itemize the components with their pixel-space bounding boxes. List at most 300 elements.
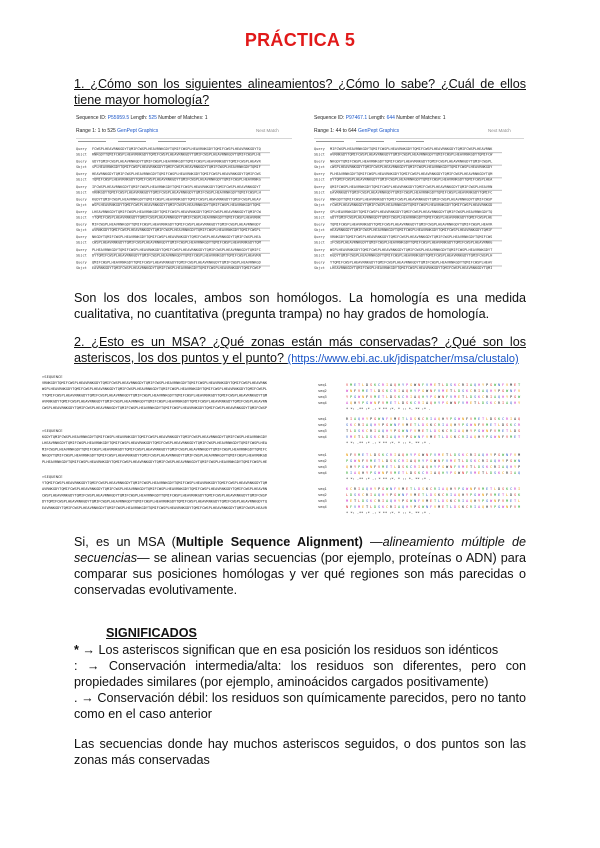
svg-text:F: F [350, 505, 353, 509]
svg-text:Y: Y [454, 487, 457, 491]
svg-text:Q: Q [458, 493, 461, 497]
svg-text:W: W [514, 459, 517, 463]
svg-text:T: T [462, 395, 465, 399]
svg-text:R: R [390, 453, 393, 457]
svg-text:H: H [490, 389, 493, 393]
svg-text:Y: Y [446, 417, 449, 421]
svg-text:R: R [378, 499, 381, 503]
svg-text:NKGDYTQMIFCWSPLHEAVRNKGDYTQMIF: NKGDYTQMIFCWSPLHEAVRNKGDYTQMIFCWSPLHEAVRNKGDYTQMIFCWSPLHEAVRNKGDYTQMIFCWSPL [330, 159, 493, 164]
svg-text:G: G [430, 459, 433, 463]
conclusion: Las secuencias donde hay muchos asteriscos seguidos, o dos puntos son las zonas más conservadas [74, 737, 526, 767]
svg-text:PLHEAVRNKGDYTQMIFCWSPLHEAVRNKG: PLHEAVRNKGDYTQMIFCWSPLHEAVRNKGDYTQMIFCWSPLHEAVRNKGDYTQMIFCWSPLHEAVRNKGDYTQMIFC [92, 247, 261, 252]
svg-text:W: W [458, 417, 461, 421]
svg-text:S: S [506, 423, 509, 427]
msa-screenshot-right [316, 376, 526, 516]
svg-text:Sbjct: Sbjct [314, 152, 325, 157]
svg-text:T: T [514, 499, 517, 503]
svg-text:D: D [502, 423, 505, 427]
svg-text:N: N [474, 423, 477, 427]
svg-text:Query: Query [314, 222, 325, 227]
svg-text:S: S [378, 505, 381, 509]
svg-text:T: T [370, 389, 373, 393]
svg-text:H: H [514, 401, 517, 405]
svg-text:H: H [478, 435, 481, 439]
svg-text:C: C [442, 493, 445, 497]
svg-text:F: F [362, 459, 365, 463]
svg-text:H: H [486, 505, 489, 509]
svg-text:Query: Query [314, 172, 325, 177]
svg-text:V: V [426, 383, 429, 387]
svg-text:A: A [490, 459, 493, 463]
svg-text:Y: Y [414, 389, 417, 393]
svg-text:C: C [378, 435, 381, 439]
svg-text:M: M [374, 395, 377, 399]
svg-text:A: A [354, 417, 357, 421]
svg-text:H: H [474, 499, 477, 503]
svg-text:V: V [482, 423, 485, 427]
svg-text:E: E [442, 453, 445, 457]
svg-text:V: V [470, 417, 473, 421]
svg-text:W: W [458, 471, 461, 475]
svg-text:FCWSPLHEAVRNKGDYTQMIFCWSPLHEAV: FCWSPLHEAVRNKGDYTQMIFCWSPLHEAVRNKGDYTQMIFCWSPLHEAVRNKGDYTQMIFCWSPLHEAVRNKGDYTQ [92, 147, 261, 151]
svg-text:C: C [362, 493, 365, 497]
svg-text:E: E [430, 499, 433, 503]
svg-text:F: F [466, 417, 469, 421]
svg-text:Q: Q [394, 383, 397, 387]
svg-text:Query: Query [314, 260, 325, 265]
svg-text:L: L [358, 499, 361, 503]
svg-text:Query: Query [314, 247, 325, 252]
svg-text:C: C [490, 465, 493, 469]
svg-text:Q: Q [418, 395, 421, 399]
svg-text:E: E [418, 493, 421, 497]
svg-text:V: V [462, 401, 465, 405]
svg-text:P: P [406, 435, 409, 439]
svg-text:Y: Y [458, 423, 461, 427]
svg-text:W: W [378, 471, 381, 475]
svg-text:M: M [370, 459, 373, 463]
svg-text:F: F [394, 487, 397, 491]
svg-text:A: A [422, 465, 425, 469]
svg-text:W: W [426, 389, 429, 393]
svg-text:I: I [502, 401, 505, 405]
svg-text:Sbjct: Sbjct [76, 190, 87, 195]
svg-text:Y: Y [470, 429, 473, 433]
svg-text:A: A [514, 417, 517, 421]
svg-text:Sbjct: Sbjct [314, 215, 325, 220]
svg-text:L: L [394, 465, 397, 469]
svg-text:G: G [454, 471, 457, 475]
svg-text:V: V [398, 487, 401, 491]
svg-text:I: I [438, 487, 441, 491]
svg-text:W: W [466, 487, 469, 491]
svg-text:P: P [382, 423, 385, 427]
svg-text:F: F [474, 487, 477, 491]
svg-text:T: T [426, 429, 429, 433]
svg-text:I: I [462, 499, 465, 503]
svg-text:V: V [422, 499, 425, 503]
svg-text:E: E [434, 383, 437, 387]
svg-text:P: P [518, 465, 521, 469]
svg-text:AVRNKGDYTQMIFCWSPLHEAVRNKGDYTQ: AVRNKGDYTQMIFCWSPLHEAVRNKGDYTQMIFCWSPLHEAVRNKGDYTQMIFCWSPLHEAVRNKGDYTQMIFCWSPL [92, 228, 261, 233]
svg-text:T: T [518, 383, 521, 387]
svg-text:CWSPLHEAVRNKGDYTQMIFCWSPLHEAVR: CWSPLHEAVRNKGDYTQMIFCWSPLHEAVRNKGDYTQMIFCWSPLHEAVRNKGDYTQMIFCWSPLHEAVRNKGDYTQMIFCWSPLHEAVRNKGDYTQMIFCWSP [42, 405, 268, 410]
svg-text:L: L [478, 401, 481, 405]
svg-text:I: I [474, 505, 477, 509]
svg-text:seq1: seq1 [318, 383, 327, 387]
svg-text:LHEAVRNKGDYTQMIFCWSPLHEAVRNKGD: LHEAVRNKGDYTQMIFCWSPLHEAVRNKGDYTQMIFCWSPLHEAVRNKGDYTQMIFCWSPLHEAVRNKGDYTQMIFCWSPLHEAVRNKGDYTQMIFCWSPLHEA [42, 441, 268, 446]
svg-text:C: C [390, 389, 393, 393]
svg-text:F: F [430, 453, 433, 457]
svg-text:C: C [458, 435, 461, 439]
svg-text:D: D [454, 505, 457, 509]
svg-text:Q: Q [394, 435, 397, 439]
svg-text:L: L [506, 493, 509, 497]
svg-text:Q: Q [378, 493, 381, 497]
svg-text:C: C [410, 465, 413, 469]
svg-text:Y: Y [478, 499, 481, 503]
svg-text:N: N [498, 435, 501, 439]
svg-text:Q: Q [438, 417, 441, 421]
svg-text:T: T [502, 493, 505, 497]
svg-text:K: K [462, 505, 465, 509]
svg-text:C: C [350, 487, 353, 491]
svg-text:T: T [366, 453, 369, 457]
svg-text:K: K [454, 435, 457, 439]
svg-text:N: N [350, 389, 353, 393]
svg-text:N: N [510, 389, 513, 393]
svg-text:R: R [446, 493, 449, 497]
svg-text:F: F [406, 493, 409, 497]
svg-text:I: I [498, 465, 501, 469]
svg-text:W: W [422, 453, 425, 457]
svg-text:M: M [510, 435, 513, 439]
svg-text:S: S [438, 429, 441, 433]
svg-text:W: W [450, 401, 453, 405]
svg-text:Q: Q [402, 453, 405, 457]
svg-text:I: I [350, 417, 353, 421]
svg-text:K: K [406, 465, 409, 469]
svg-text:Q: Q [370, 423, 373, 427]
svg-text:S: S [474, 395, 477, 399]
svg-text:Y: Y [466, 493, 469, 497]
svg-text:PLHEAVRNKGDYTQMIFCWSPLHEAVRNKG: PLHEAVRNKGDYTQMIFCWSPLHEAVRNKGDYTQMIFCWSPLHEAVRNKGDYTQMIFCWSPLHEAVRNKGDYTQMIFCWSPLHEAVRNKGDYTQMIFCWSPLHE [42, 459, 268, 464]
svg-text:Query: Query [76, 159, 87, 164]
svg-text:W: W [490, 499, 493, 503]
svg-text:R: R [426, 471, 429, 475]
svg-text:Sbjct: Sbjct [314, 240, 325, 245]
svg-text:S: S [450, 435, 453, 439]
svg-text:E: E [386, 465, 389, 469]
svg-text:* *: .** :* .: * ** :*. * :: *: * *: .** :* .: * ** :*. * :: *. ** :* . [346, 511, 431, 515]
svg-text:A: A [398, 453, 401, 457]
svg-text:Y: Y [386, 493, 389, 497]
svg-text:V: V [506, 435, 509, 439]
svg-text:S: S [462, 389, 465, 393]
svg-text:T: T [506, 429, 509, 433]
svg-text:Y: Y [502, 459, 505, 463]
svg-text:M: M [438, 453, 441, 457]
svg-text:Query: Query [76, 247, 87, 252]
svg-text:D: D [386, 459, 389, 463]
svg-text:W: W [482, 429, 485, 433]
svg-text:Sbjct: Sbjct [314, 253, 325, 258]
svg-text:G: G [474, 493, 477, 497]
svg-text:H: H [394, 499, 397, 503]
svg-text:Sequence ID: P55959.5 Length:: Sequence ID: P55959.5 Length: 525 Number of Matches: 1 [76, 115, 208, 121]
svg-text:R: R [486, 395, 489, 399]
svg-text:P: P [390, 493, 393, 497]
svg-text:I: I [382, 499, 385, 503]
svg-text:Q: Q [462, 429, 465, 433]
svg-text:V: V [382, 401, 385, 405]
svg-text:C: C [414, 401, 417, 405]
svg-text:A: A [374, 493, 377, 497]
svg-text:F: F [410, 429, 413, 433]
svg-text:F: F [502, 435, 505, 439]
svg-text:V: V [434, 505, 437, 509]
svg-text:W: W [398, 493, 401, 497]
svg-text:C: C [374, 499, 377, 503]
svg-text:* *: .** :* .: * ** :*. * :: *: * *: .** :* .: * ** :*. * :: *. ** :* . [346, 477, 431, 481]
meaning-asterisk: * → Los asteriscos significan que en esa posición los residuos son idénticos [74, 643, 499, 657]
svg-text:R: R [470, 453, 473, 457]
svg-text:Q: Q [358, 417, 361, 421]
svg-text:D: D [458, 389, 461, 393]
svg-text:F: F [434, 389, 437, 393]
svg-text:M: M [402, 487, 405, 491]
svg-text:E: E [362, 505, 365, 509]
significados-heading: SIGNIFICADOS [106, 626, 197, 640]
svg-text:F: F [374, 465, 377, 469]
svg-text:L: L [370, 453, 373, 457]
alignment-screenshot-right [312, 110, 526, 280]
svg-text:R: R [390, 505, 393, 509]
svg-text:V: V [378, 465, 381, 469]
svg-text:T: T [346, 429, 349, 433]
svg-text:R: R [498, 401, 501, 405]
svg-text:E: E [398, 417, 401, 421]
svg-text:W: W [358, 395, 361, 399]
svg-text:H: H [434, 401, 437, 405]
svg-text:H: H [418, 459, 421, 463]
svg-text:M: M [358, 453, 361, 457]
svg-text:P: P [486, 383, 489, 387]
svg-text:G: G [434, 395, 437, 399]
svg-text:A: A [390, 435, 393, 439]
svg-text:Y: Y [366, 417, 369, 421]
svg-text:F: F [510, 453, 513, 457]
svg-text:Q: Q [358, 471, 361, 475]
svg-text:M: M [442, 389, 445, 393]
svg-text:M: M [450, 459, 453, 463]
svg-text:Next Match: Next Match [256, 128, 279, 133]
svg-text:G: G [514, 395, 517, 399]
svg-text:N: N [418, 435, 421, 439]
svg-text:seq1: seq1 [318, 453, 327, 457]
svg-text:N: N [494, 499, 497, 503]
svg-text:H: H [510, 465, 513, 469]
svg-text:P: P [350, 395, 353, 399]
svg-text:L: L [510, 429, 513, 433]
svg-text:R: R [506, 417, 509, 421]
svg-text:R: R [382, 435, 385, 439]
svg-text:Sbjct: Sbjct [76, 253, 87, 258]
svg-text:Y: Y [426, 395, 429, 399]
svg-text:Y: Y [358, 401, 361, 405]
svg-text:E: E [498, 493, 501, 497]
svg-text:C: C [466, 453, 469, 457]
svg-text:N: N [482, 493, 485, 497]
svg-text:H: H [410, 389, 413, 393]
svg-text:Q: Q [482, 505, 485, 509]
svg-text:YTQMIFCWSPLHEAVRNKGDYTQMIFCWSP: YTQMIFCWSPLHEAVRNKGDYTQMIFCWSPLHEAVRNKGDYTQMIFCWSPLHEAVRNKGDYTQMIFCWSPLHEAVRNKGDYTQMIFCWSPLHEAVRNKGDYTQM [42, 393, 268, 398]
svg-text:M: M [482, 487, 485, 491]
svg-text:M: M [518, 505, 521, 509]
svg-text:W: W [446, 465, 449, 469]
svg-text:K: K [426, 487, 429, 491]
svg-text:A: A [354, 471, 357, 475]
svg-text:T: T [378, 459, 381, 463]
svg-text:G: G [442, 465, 445, 469]
svg-text:T: T [402, 471, 405, 475]
svg-text:G: G [446, 401, 449, 405]
svg-text:E: E [478, 417, 481, 421]
svg-text:* *: .** :* .: * ** :*. * :: *: * *: .** :* .: * ** :*. * :: *. ** :* . [346, 441, 431, 445]
svg-text:T: T [482, 417, 485, 421]
svg-text:I: I [394, 505, 397, 509]
svg-text:G: G [398, 429, 401, 433]
svg-text:V: V [494, 429, 497, 433]
svg-text:>SEQUENCE: >SEQUENCE [42, 374, 63, 379]
svg-text:Q: Q [506, 465, 509, 469]
svg-text:Query: Query [314, 210, 325, 214]
svg-text:S: S [370, 383, 373, 387]
svg-text:W: W [422, 505, 425, 509]
svg-text:Q: Q [414, 459, 417, 463]
svg-text:C: C [458, 383, 461, 387]
svg-text:M: M [430, 435, 433, 439]
svg-text:H: H [462, 493, 465, 497]
svg-text:EAVRNKGDYTQMIFCWSPLHEAVRNKGDYT: EAVRNKGDYTQMIFCWSPLHEAVRNKGDYTQMIFCWSPLHEAVRNKGDYTQMIFCWSPLHEAVRNKGDYTQMIFCWSPLHEAVRNKGDYTQMIFCWSPLHEAVR [42, 505, 268, 510]
svg-text:HEAVRNKGDYTQMIFCWSPLHEAVRNKGDY: HEAVRNKGDYTQMIFCWSPLHEAVRNKGDYTQMIFCWSPLHEAVRNKGDYTQMIFCWSPLHEAVRNKGDYTQMIF [330, 228, 493, 233]
svg-text:G: G [374, 417, 377, 421]
svg-text:I: I [406, 459, 409, 463]
svg-text:W: W [354, 459, 357, 463]
svg-text:I: I [374, 429, 377, 433]
svg-text:R: R [434, 487, 437, 491]
svg-text:EAVRNKGDYTQMIFCWSPLHEAVRNKGDYT: EAVRNKGDYTQMIFCWSPLHEAVRNKGDYTQMIFCWSPLHEAVRNKGDYTQMIFCWSPLHEAVRNKGDYTQMIFCWSP [92, 265, 261, 270]
svg-text:C: C [502, 471, 505, 475]
clustalo-link[interactable]: (https://www.ebi.ac.uk/jdispatcher/msa/clustalo) [287, 353, 519, 365]
svg-text:N: N [374, 401, 377, 405]
svg-text:seq4: seq4 [318, 401, 327, 405]
svg-text:S: S [434, 493, 437, 497]
svg-text:N: N [418, 383, 421, 387]
svg-text:C: C [422, 417, 425, 421]
svg-text:D: D [418, 487, 421, 491]
svg-text:D: D [470, 395, 473, 399]
svg-text:Query: Query [76, 172, 87, 177]
svg-text:Y: Y [518, 401, 521, 405]
svg-text:A: A [414, 395, 417, 399]
svg-text:K: K [430, 423, 433, 427]
svg-text:M: M [406, 423, 409, 427]
svg-text:E: E [470, 401, 473, 405]
svg-text:Query: Query [76, 147, 87, 151]
svg-text:seq3: seq3 [318, 429, 327, 433]
svg-text:D: D [354, 429, 357, 433]
svg-text:T: T [438, 435, 441, 439]
svg-text:D: D [514, 429, 517, 433]
svg-text:N: N [518, 459, 521, 463]
svg-text:Y: Y [410, 453, 413, 457]
svg-text:G: G [498, 453, 501, 457]
svg-text:D: D [490, 471, 493, 475]
svg-text:D: D [390, 395, 393, 399]
svg-text:P: P [426, 459, 429, 463]
svg-text:SPLHEAVRNKGDYTQMIFCWSPLHEAVRNK: SPLHEAVRNKGDYTQMIFCWSPLHEAVRNKGDYTQMIFCWSPLHEAVRNKGDYTQMIFCWSPLHEAVRNKGDYTQMIF [92, 165, 261, 170]
svg-text:F: F [454, 465, 457, 469]
svg-text:K: K [506, 487, 509, 491]
svg-text:S: S [458, 453, 461, 457]
svg-text:M: M [518, 453, 521, 457]
svg-text:L: L [346, 493, 349, 497]
svg-text:seq3: seq3 [318, 465, 327, 469]
svg-text:T: T [482, 471, 485, 475]
svg-text:N: N [438, 459, 441, 463]
svg-text:K: K [398, 395, 401, 399]
svg-text:I: I [410, 395, 413, 399]
svg-text:E: E [410, 423, 413, 427]
sequence-id-left: P55959.5 [107, 115, 130, 121]
meaning-colon: : → Conservación intermedia/alta: los residuos son diferentes, pero con propiedades similares (por ejemplo, aminoácidos cargados positivamente) [74, 659, 526, 689]
svg-text:T: T [458, 459, 461, 463]
svg-text:W: W [506, 389, 509, 393]
svg-text:TQMIFCWSPLHEAVRNKGDYTQMIFCWSPL: TQMIFCWSPLHEAVRNKGDYTQMIFCWSPLHEAVRNKGDYTQMIFCWSPLHEAVRNKGDYTQMIFCWSPLHEAVRNKG [92, 177, 261, 182]
svg-text:GDYTQMIFCWSPLHEAVRNKGDYTQMIFCW: GDYTQMIFCWSPLHEAVRNKGDYTQMIFCWSPLHEAVRNKGDYTQMIFCWSPLHEAVRNKGDYTQMIFCWSPLHE [330, 215, 493, 220]
svg-text:Query: Query [76, 184, 87, 189]
svg-text:G: G [498, 505, 501, 509]
svg-text:P: P [378, 487, 381, 491]
svg-text:V: V [414, 429, 417, 433]
svg-text:F: F [418, 499, 421, 503]
svg-text:E: E [366, 389, 369, 393]
svg-text:R: R [418, 401, 421, 405]
svg-text:S: S [406, 401, 409, 405]
svg-text:SPLHEAVRNKGDYTQMIFCWSPLHEAVRNK: SPLHEAVRNKGDYTQMIFCWSPLHEAVRNKGDYTQMIFCWSPLHEAVRNKGDYTQMIFCWSPLHEAVRNKGDYTQ [330, 210, 493, 214]
svg-text:H: H [350, 465, 353, 469]
svg-text:L: L [370, 505, 373, 509]
svg-text:D: D [430, 493, 433, 497]
svg-text:Y: Y [378, 423, 381, 427]
svg-text:H: H [406, 453, 409, 457]
svg-text:D: D [410, 417, 413, 421]
svg-text:N: N [454, 401, 457, 405]
svg-text:Sbjct: Sbjct [314, 190, 325, 195]
svg-text:W: W [438, 395, 441, 399]
svg-text:W: W [502, 453, 505, 457]
svg-text:Y: Y [438, 401, 441, 405]
svg-text:M: M [414, 493, 417, 497]
svg-text:W: W [414, 435, 417, 439]
svg-text:A: A [470, 435, 473, 439]
svg-text:N: N [430, 389, 433, 393]
svg-text:G: G [486, 499, 489, 503]
svg-text:Q: Q [494, 459, 497, 463]
svg-text:Y: Y [434, 465, 437, 469]
svg-text:A: A [346, 401, 349, 405]
